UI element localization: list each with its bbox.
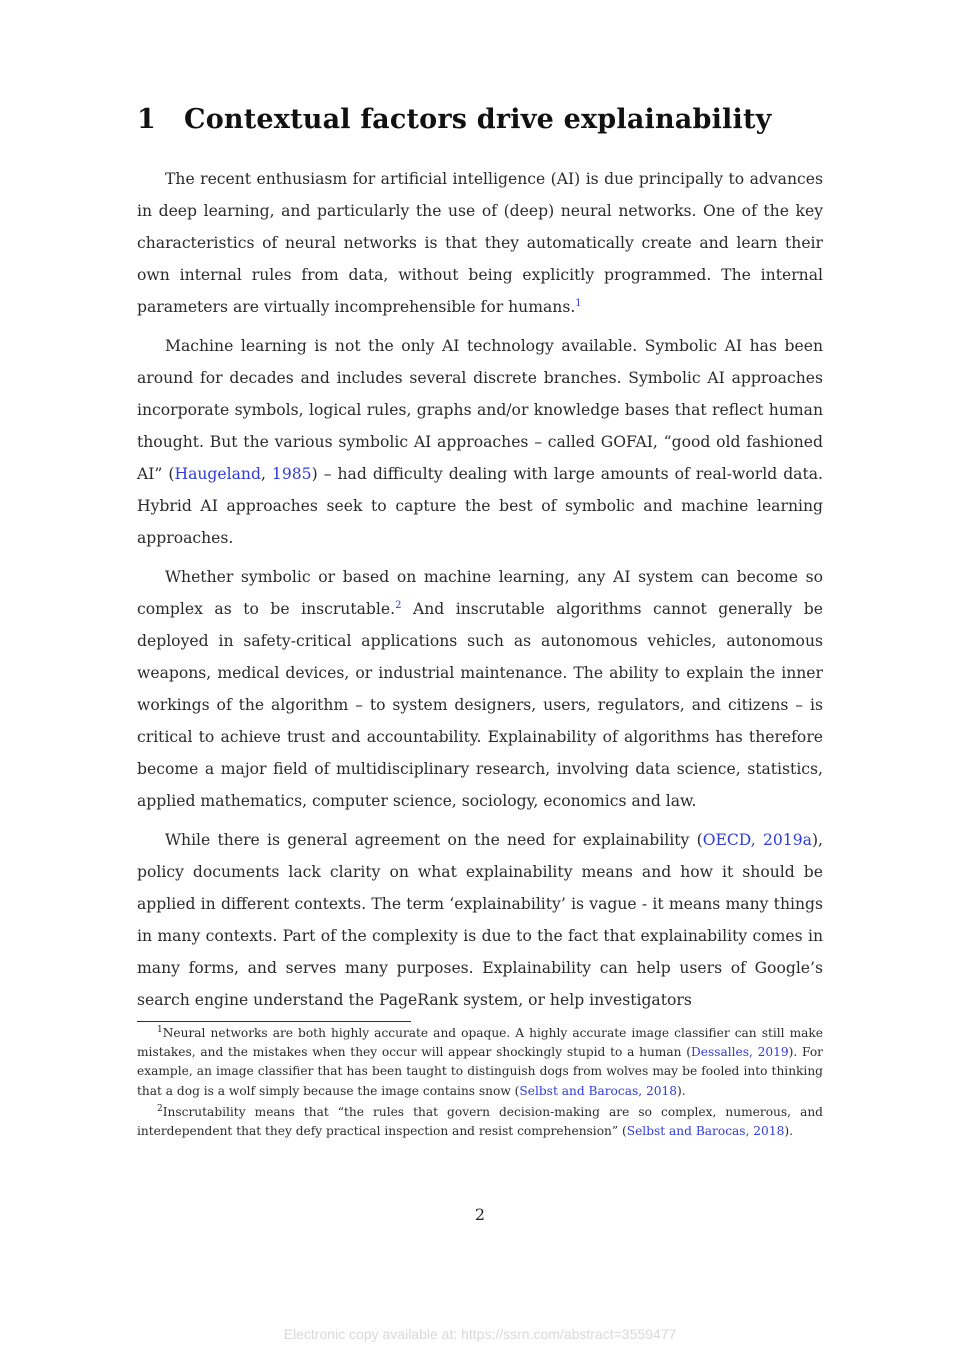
footnote-text: ). For example, an image classifier that has been taught to distinguish dogs from wolves may be fooled into thinking that a dog is a wolf simply because the image contains snow ( — [137, 1045, 823, 1098]
page-number: 2 — [474, 1205, 486, 1224]
paragraph-text: ), policy documents lack clarity on what explainability means and how it should be applied in different contexts. The term ‘explainability’ is vague - it means many things in many contexts. Part of the complexity is due to the fact that explainability comes in many forms, and serves many purposes. Explainability can help users of Google’s search engine understand the PageRank system, or help investigators — [137, 831, 823, 1009]
footnote-text: ). — [677, 1083, 686, 1098]
paragraph-text: Machine learning is not the only AI technology available. Symbolic AI has been around for decades and includes several discrete branches. Symbolic AI approaches incorporate symbols, logical rules, graphs and/or knowledge bases that reflect human thought. But the various symbolic AI approaches – called GOFAI, “good old fashioned AI” ( — [137, 337, 823, 483]
footnote-text: ). — [784, 1124, 793, 1139]
footnote-mark: 2 — [157, 1103, 163, 1114]
citation-separator: , — [260, 465, 272, 483]
footnote-divider — [137, 1021, 411, 1022]
citation-link-selbst-barocas[interactable]: Selbst and Barocas, 2018 — [519, 1083, 677, 1098]
citation-link-dessalles[interactable]: Dessalles, 2019 — [690, 1045, 789, 1060]
paragraph-2 — [137, 330, 823, 554]
footnotes — [137, 1024, 823, 1143]
citation-link-oecd[interactable]: OECD, 2019a — [702, 831, 812, 849]
footnote-link-1[interactable]: 1 — [575, 297, 582, 309]
paragraph-text: The recent enthusiasm for artificial intelligence (AI) is due principally to advances in deep learning, and particularly the use of (deep) neural networks. One of the key characteristics of neural networks is that they automatically create and learn their own internal rules from data, without being explicitly programmed. The internal parameters are virtually incomprehensible for humans. — [137, 170, 823, 316]
footnote-2 — [137, 1103, 823, 1141]
citation-link-haugeland-author[interactable]: Haugeland — [174, 465, 261, 483]
body-text — [137, 163, 823, 1023]
paragraph-text: While there is general agreement on the need for explainability ( — [165, 831, 703, 849]
footnote-mark: 1 — [157, 1024, 163, 1035]
footnote-1 — [137, 1024, 823, 1101]
section-title: Contextual factors drive explainability — [184, 104, 772, 135]
ssrn-footer-watermark: Electronic copy available at: https://ssrn.com/abstract=3559477 — [283, 1326, 677, 1342]
citation-link-selbst-barocas[interactable]: Selbst and Barocas, 2018 — [626, 1124, 785, 1139]
paragraph-4 — [137, 824, 823, 1016]
section-number: 1 — [137, 104, 156, 135]
paragraph-3 — [137, 561, 823, 817]
section-heading — [137, 104, 837, 135]
paragraph-text: Whether symbolic or based on machine learning, any AI system can become so complex as to be inscrutable. — [137, 568, 823, 618]
footnote-text: Neural networks are both highly accurate and opaque. A highly accurate image classifier can still make mistakes, and the mistakes when they occur will appear shockingly stupid to a human ( — [137, 1026, 823, 1060]
footnote-text: Inscrutability means that “the rules that govern decision-making are so complex, numerous, and interdependent that they defy practical inspection and resist comprehension” ( — [137, 1104, 823, 1139]
citation-link-haugeland-year[interactable]: 1985 — [271, 465, 312, 483]
paragraph-1 — [137, 163, 823, 323]
paragraph-text: ) – had difficulty dealing with large amounts of real-world data. Hybrid AI approaches seek to capture the best of symbolic and machine learning approaches. — [137, 465, 823, 547]
paragraph-text: And inscrutable algorithms cannot generally be deployed in safety-critical applications such as autonomous vehicles, autonomous weapons, medical devices, or industrial maintenance. The ability to explain the inner workings of the algorithm – to system designers, users, regulators, and citizens – is critical to achieve trust and accountability. Explainability of algorithms has therefore become a major field of multidisciplinary research, involving data science, statistics, applied mathematics, computer science, sociology, economics and law. — [137, 600, 823, 810]
footnote-link-2[interactable]: 2 — [395, 599, 402, 611]
